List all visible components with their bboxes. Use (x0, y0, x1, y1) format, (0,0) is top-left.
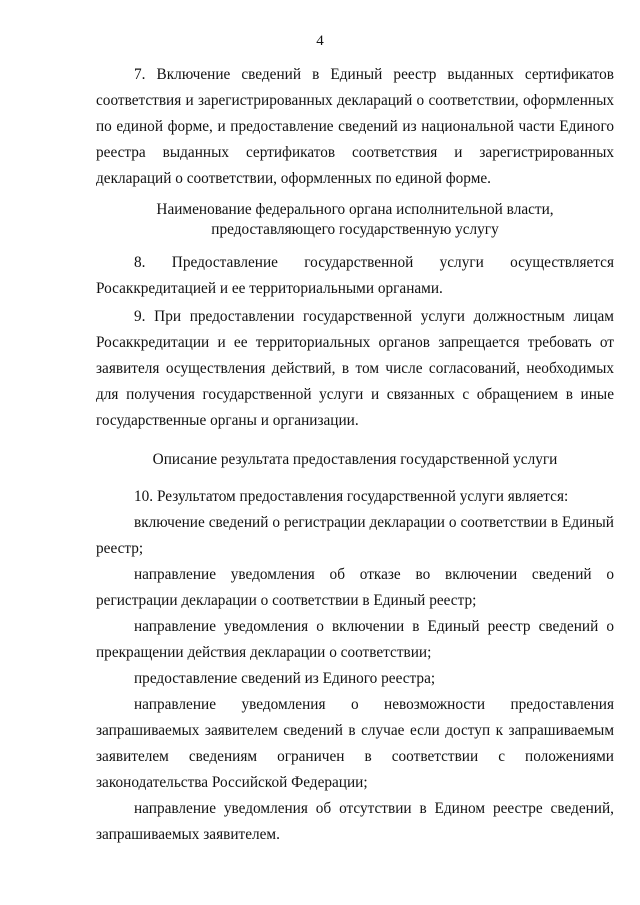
section-heading-authority-line2: предоставляющего государственную услугу (211, 221, 499, 238)
result-item-2: направление уведомления об отказе во включении сведений о регистрации декларации о соответствии в Единый реестр; (96, 566, 614, 609)
paragraph-7: 7. Включение сведений в Единый реестр выданных сертификатов соответствия и зарегистрированных деклараций о соответствии, оформленных по единой форме, и предоставление сведений из национальной части Единого реестра выданных сертификатов соответствия и зарегистрированных деклараций о соответствии, оформленных по единой форме. (96, 66, 614, 187)
paragraph-10: 10. Результатом предоставления государственной услуги является: (134, 488, 569, 505)
result-item-4: предоставление сведений из Единого реестра; (134, 670, 436, 687)
page-number: 4 (316, 33, 324, 49)
section-heading-authority (96, 200, 614, 240)
result-item-5: направление уведомления о невозможности предоставления запрашиваемых заявителем сведений в случае если доступ к запрашиваемым заявителем сведениям ограничен в соответствии с положениями законодательства Российской Федерации; (96, 696, 614, 791)
result-item-6: направление уведомления об отсутствии в Едином реестре сведений, запрашиваемых заявителем. (96, 800, 614, 843)
result-item-3: направление уведомления о включении в Единый реестр сведений о прекращении действия декларации о соответствии; (96, 618, 614, 661)
section-heading-authority-line1: Наименование федерального органа исполнительной власти, (156, 201, 554, 218)
result-item-1: включение сведений о регистрации декларации о соответствии в Единый реестр; (96, 514, 614, 557)
paragraph-8: 8. Предоставление государственной услуги осуществляется Росаккредитацией и ее территориальными органами. (96, 254, 614, 297)
paragraph-9: 9. При предоставлении государственной услуги должностным лицам Росаккредитации и ее территориальных органов запрещается требовать от заявителя осуществления действий, в том числе согласований, необходимых для получения государственной услуги и связанных с обращением в иные государственные органы и организации. (96, 308, 614, 429)
section-heading-result: Описание результата предоставления государственной услуги (152, 451, 558, 468)
document-body (96, 62, 614, 848)
